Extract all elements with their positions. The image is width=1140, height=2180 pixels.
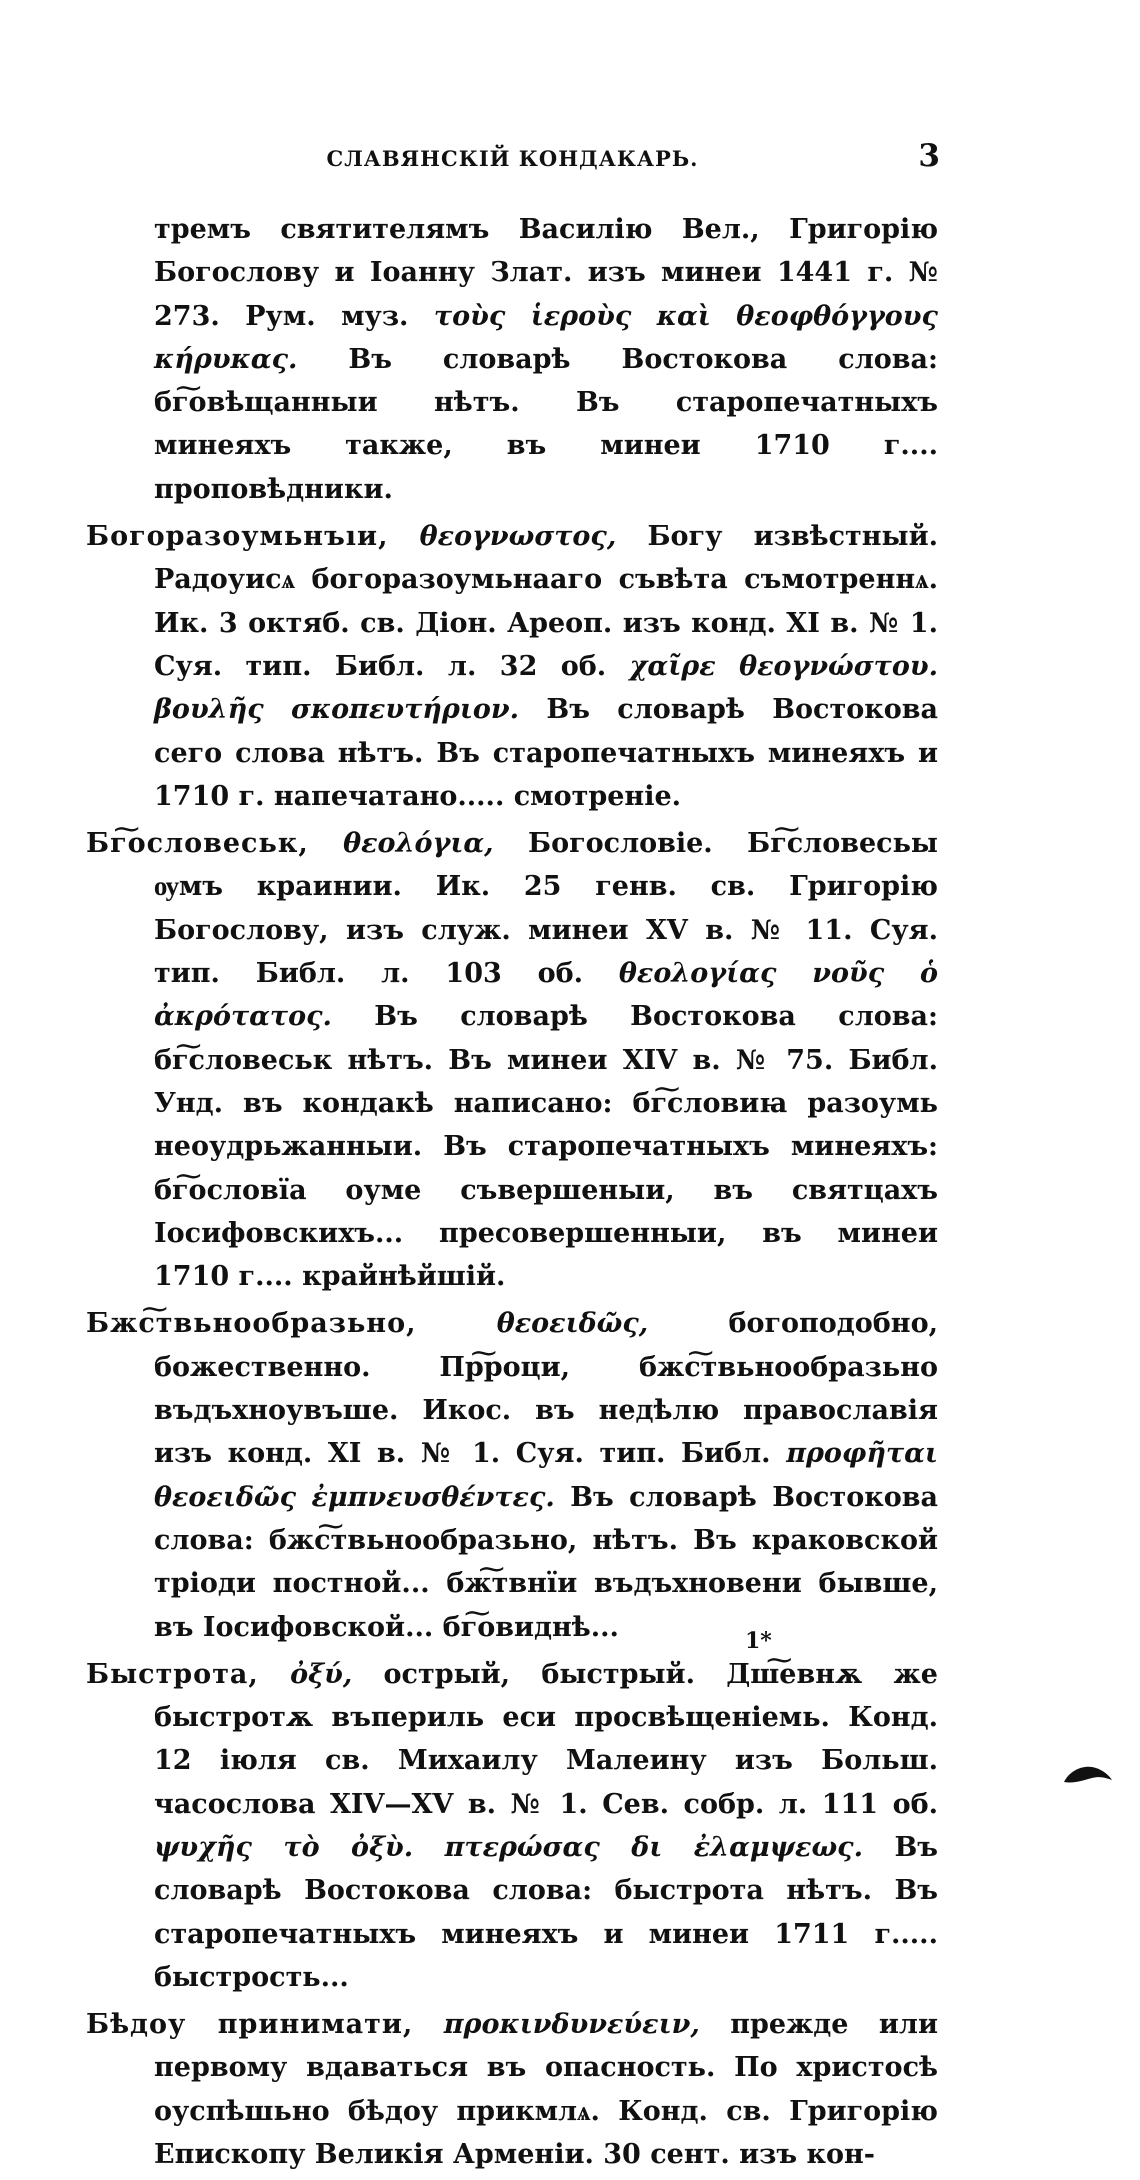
entry-headword: Бг͠ословеськ,: [86, 828, 309, 860]
entry-continuation: [86, 208, 938, 511]
entry-bozhestvnoobrazno: [86, 1302, 938, 1648]
entry-text: Богословіе. Бг͠словесьы ѹмъ краинии. Ик. 25 генв. св. Григорію Богослову, изъ служ. минеи XV в. № 11. Суя. тип. Библ. л. 103 об.: [154, 828, 938, 990]
greek-citation: τοὺς ἱεροὺς καὶ θεοφθόγγους κήρυκας.: [154, 300, 938, 375]
entry-headword: Бѣдоу принимати,: [86, 2009, 414, 2041]
entry-text: острый, быстрый. Дш͠евнѫ же быстротѫ въпериль еси просвѣщеніемь. Конд. 12 іюля св. Михаилу Малеину изъ Больш. часослова XIV—XV в. № 1. Сев. собр. л. 111 об.: [154, 1658, 938, 1820]
entry-text: Въ словарѣ Востокова слова: бг͠овѣщанныи нѣтъ. Въ старопечатныхъ минеяхъ также, въ минеи 1710 г.... проповѣдники.: [154, 343, 938, 505]
greek-equivalent: προκινδυνεύειν,: [413, 2009, 700, 2041]
greek-citation: ψυχῆς τὸ ὀξὺ. πτερώσας δι ἐλαμψεως.: [154, 1831, 864, 1863]
entry-bedou-prinimati: [86, 2003, 938, 2176]
entry-bogorazoumny: [86, 515, 938, 818]
entry-text: прежде или первому вдаваться въ опасность. По христосѣ оуспѣшьно бѣдоу прикмлѧ. Конд. св. Григорію Епископу Великія Арменіи. 30 сент. изъ кон-: [154, 2009, 938, 2171]
greek-equivalent: θεογνωστος,: [388, 521, 617, 553]
greek-citation: χαῖρε θεογνώστου. βουλῆς σκοπευτήριον.: [154, 650, 938, 726]
entry-text: Въ словарѣ Востокова слова: бг͠словеськ нѣтъ. Въ минеи XIV в. № 75. Библ. Унд. въ кондакѣ написано: бг͠словиꙗ разоумь неоудрьжанныи. Въ старопечатныхъ минеяхъ: бг͠ословїа оуме съвершеныи, въ святцахъ Іосифовскихъ... пресовершенныи, въ минеи 1710 г.... крайнѣйшій.: [154, 1001, 938, 1293]
entry-text: Въ словарѣ Востокова слова: быстрота нѣтъ. Въ старопечатныхъ минеяхъ и минеи 1711 г..... быстрость...: [154, 1831, 938, 1993]
entry-text: Въ словарѣ Востокова слова: бжс͠твьнообразьно, нѣтъ. Въ краковской тріоди постной... бж͠твнїи въдъхновени бывше, въ Іосифовской... бг͠овиднѣ...: [154, 1481, 938, 1643]
greek-equivalent: θεολόγια,: [308, 828, 494, 860]
entry-text: богоподобно, божественно. Пр͠роци, бжс͠твьнообразьно въдъхноувъше. Икос. въ недѣлю православія изъ конд. XI в. № 1. Суя. тип. Библ.: [154, 1308, 938, 1470]
entry-headword: Бжс͠твьнообразьно,: [86, 1308, 417, 1340]
greek-equivalent: θεοειδῶς,: [416, 1308, 649, 1340]
greek-equivalent: ὀξύ,: [258, 1658, 353, 1690]
page-number: 3: [918, 138, 940, 174]
entry-text: тремъ святителямъ Василію Вел., Григорію Богослову и Іоанну Злат. изъ минеи 1441 г. № 273. Рум. муз.: [154, 214, 938, 332]
scan-artifact-icon: [1062, 1762, 1114, 1784]
entry-headword: Богоразоумьнъıи,: [86, 521, 389, 553]
signature-mark: 1*: [745, 1628, 772, 1654]
running-title: СЛАВЯНСКІЙ КОНДАКАРЬ.: [326, 146, 699, 171]
entry-text: Богу извѣстный. Радоуисѧ богоразоумьнааго съвѣта съмотреннѧ. Ик. 3 октяб. св. Діон. Ареоп. изъ конд. XI в. № 1. Суя. тип. Библ. л. 32 об.: [154, 521, 938, 682]
dictionary-text: [86, 208, 938, 2180]
greek-citation: θεολογίας νοῦς ὁ ἀκρότατος.: [154, 958, 938, 1033]
greek-citation: προφῆται θεοειδῶς ἐμπνευσθέντες.: [154, 1438, 938, 1513]
entry-bogoslovesie: [86, 822, 938, 1298]
page-header: [85, 138, 940, 178]
entry-bystrota: [86, 1653, 938, 1999]
entry-headword: Быстрота,: [86, 1658, 259, 1690]
entry-text: Въ словарѣ Востокова сего слова нѣтъ. Въ старопечатныхъ минеяхъ и 1710 г. напечатано..... смотреніе.: [154, 694, 938, 812]
